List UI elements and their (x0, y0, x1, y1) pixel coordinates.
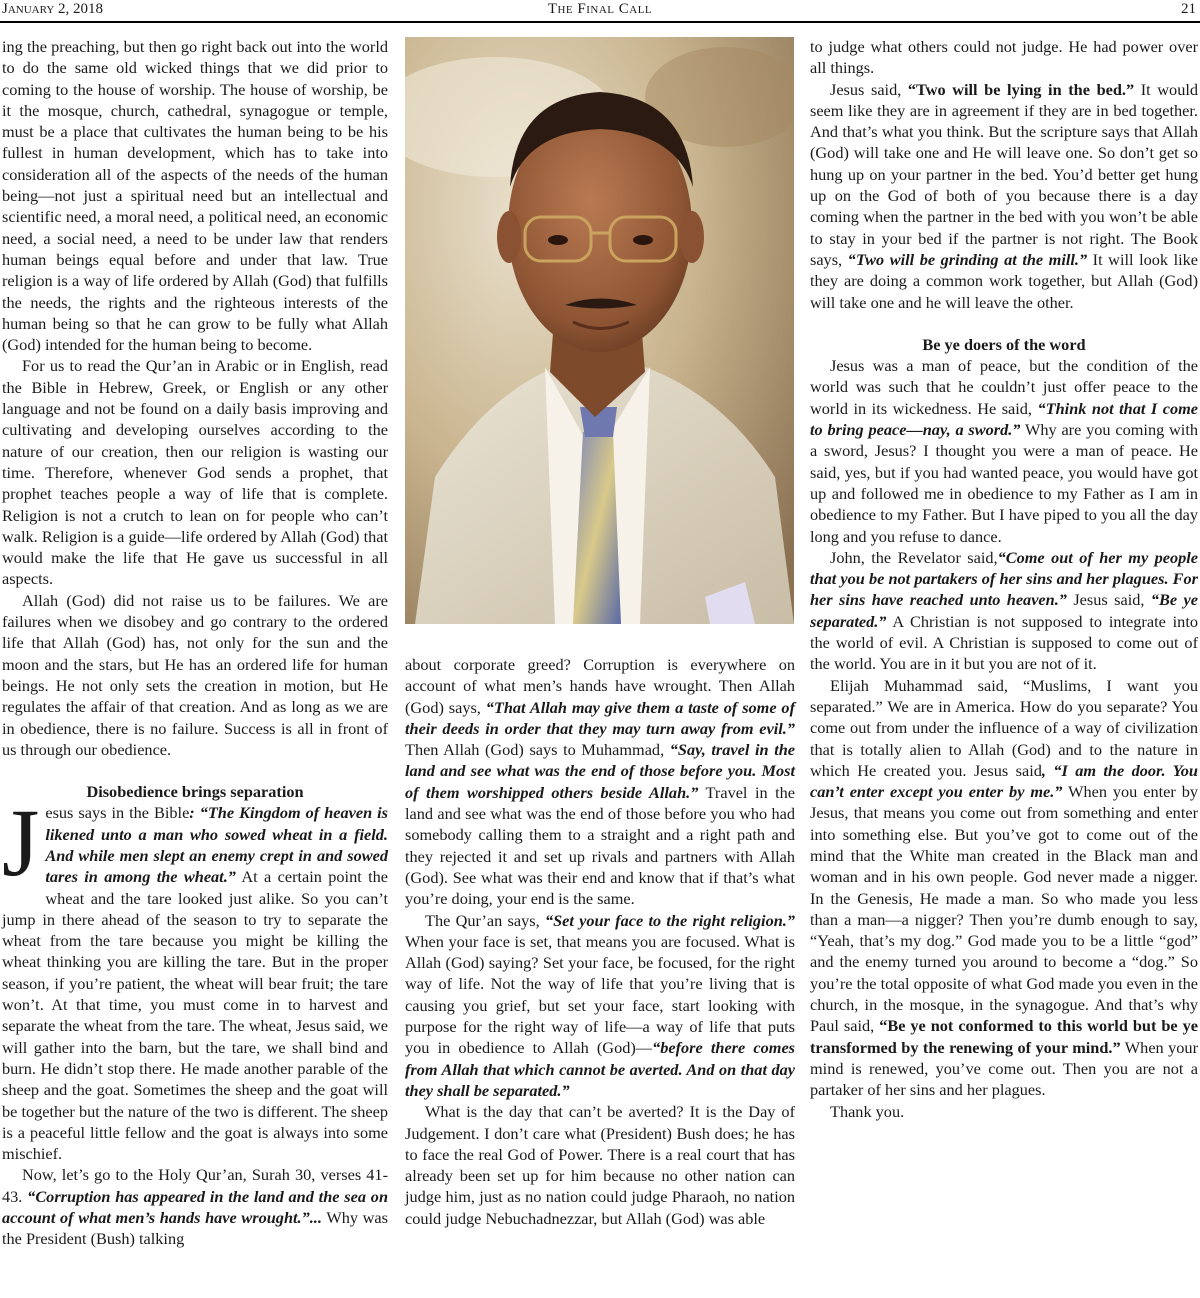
scripture-quote: : “The Kingdom of heaven is likened unto a man who sowed wheat in a field. And while men slept an enemy crept in and sowed tares in among the wheat.” (45, 803, 388, 887)
scripture-quote: “That Allah may give them a taste of some of their deeds in order that they may turn away from evil.” (405, 697, 795, 738)
page-number: 21 (1181, 1, 1196, 17)
scripture-quote: “Say, travel in the land and see what was the end of those before you. Most of them worshipped others beside Allah.” (405, 740, 795, 802)
page-header (0, 0, 1200, 23)
paragraph: Jesus was a man of peace, but the condition of the world was such that he couldn’t just offer peace to the world in its wickedness. He said, “Think not that I come to bring peace—nay, a sword.” Why are you coming with a sword, Jesus? I thought you were a man of peace. He said, yes, but if you had wanted peace, you would have got up and followed me in obedience to my Father as I am in obedience to my Father. But I have piped to you all the day long and you refuse to dance. (810, 356, 1199, 546)
article-column-2 (405, 654, 795, 1229)
drop-cap: J (2, 789, 40, 897)
paragraph: The Qur’an says, “Set your face to the right religion.” When your face is set, that means you are focused. What is Allah (God) saying? Set your face, be focused, for the right way of life. Not the way of life that you’re living that is causing you grief, but set your face, start looking with purpose for the right way of life—a way of life that puts you in obedience to Allah (God)—“before there comes from Allah that which cannot be averted. And on that day they shall be separated.” (405, 910, 796, 1100)
paragraph: Thank you. (830, 1101, 905, 1121)
scripture-quote: “Corruption has appeared in the land and the sea on account of what men’s hands have wrought.”... (2, 1186, 388, 1228)
scripture-quote: “Be ye separated.” (810, 590, 1198, 631)
paragraph: John, the Revelator said,“Come out of her my people that you be not partakers of her sins and her plagues. For her sins have reached unto heaven.” Jesus said, “Be ye separated.” A Christian is not supposed to integrate into the world of evil. A Christian is supposed to come out of the world. You are in it but you are not of it. (810, 547, 1198, 674)
scripture-quote: , “I am the door. You can’t enter except you enter by me.” (810, 760, 1198, 802)
article-column-1 (2, 36, 388, 1250)
paragraph: Jesus said, “Two will be lying in the bed.” It would seem like they are in agreement if they are in bed together. And that’s what you think. But the scripture says that Allah (God) will take one and He will leave one. So don’t get so hung up on your partner in the bed. You’d better get hung up on the God of both of you because there is a day coming when the partner in the bed with you won’t be able to stay in your bed if the partner is not right. The Book says, “Two will be grinding at the mill.” It will look like they are doing a common work together, but Allah (God) will take one and he will leave the other. (810, 79, 1199, 312)
paragraph: about corporate greed? Corruption is everywhere on account of what men’s hands have wrought. Then Allah (God) says, “That Allah may give them a taste of some of their deeds in order that they may turn away from evil.” Then Allah (God) says to Muhammad, “Say, travel in the land and see what was the end of those before you. Most of them worshipped others beside Allah.” Travel in the land and see what was the end of those before you who had somebody calling them to a straight and a right path and they rejected it and set up rivals and partners with Allah (God). See what was their end and know that if that’s what you’re doing, your end is the same. (405, 655, 796, 909)
scripture-quote: “before there comes from Allah that which cannot be averted. And on that day they shall be separated.” (405, 1038, 796, 1100)
publication-name: The Final Call (547, 1, 653, 17)
scripture-quote: “Two will be grinding at the mill.” (847, 249, 1088, 269)
scripture-quote: “Two will be lying in the bed.” (907, 79, 1135, 99)
paragraph: Now, let’s go to the Holy Qur’an, Surah 30, verses 41-43. “Corruption has appeared in the land and the sea on account of what men’s hands have wrought.”... Why was the President (Bush) talking (2, 1165, 388, 1249)
article-column-3 (810, 36, 1198, 1122)
section-subhead: Be ye doers of the word (922, 334, 1086, 354)
paragraph: For us to read the Qur’an in Arabic or in English, read the Bible in Hebrew, Greek, or English or any other language and not be found on a daily basis improving and cultivating and developing ourselves according to the nature of our creation, then our religion is wasting our time. Therefore, whenever God sends a prophet, that prophet teaches people a way of life that is complete. Religion is not a crutch to lean on for people who can’t walk. Religion is a guide—life ordered by Allah (God) that would make the life that He gave us successful in all aspects. (2, 356, 388, 589)
scripture-quote: “Be ye not conformed to this world but be ye transformed by the renewing of your mind.” (810, 1016, 1198, 1057)
section-subhead: Disobedience brings separation (86, 782, 304, 802)
paragraph: What is the day that can’t be averted? It is the Day of Judgement. I don’t care what (President) Bush does; he has to face the real God of Power. There is a real court that has already been set up for him because no other nation can judge him, just as no nation could judge Pharaoh, no nation could judge Nebuchadnezzar, but Allah (God) was able (405, 1102, 795, 1228)
issue-date: January 2, 2018 (2, 1, 104, 17)
paragraph: ing the preaching, but then go right back out into the world to do the same old wicked things that we did prior to coming to the house of worship. The house of worship, be it the mosque, church, cathedral, synagogue or temple, must be a place that cultivates the human being to be his fullest in human development, which has to take into consideration all of the aspects of the needs of the human being—not just a spiritual need but an intellectual and scientific need, a moral need, a political need, an economic need, a social need, a need to be under law that renders human beings equal before and under that law. True religion is a way of life ordered by Allah (God) that fulfills the needs, the rights and the righteous interests of the human being so that he can grow to be fully what Allah (God) intended for the human being to become. (2, 37, 388, 355)
scripture-quote: “Set your face to the right religion.” (544, 910, 795, 930)
paragraph: to judge what others could not judge. He had power over all things. (810, 37, 1198, 78)
paragraph: Allah (God) did not raise us to be failures. We are failures when we disobey and go contrary to the ordered life that Allah (God) has, not only for the sun and the moon and the stars, but He has an ordered life for human beings. He not only sets the creation in motion, but He regulates the affair of that creation. And as long as we are in obedience, there is no failure. Success is all in front of us through our obedience. (2, 590, 388, 759)
scripture-quote: “Think not that I come to bring peace—nay, a sword.” (810, 398, 1199, 440)
portrait-photo-image (405, 37, 794, 624)
portrait-photo (405, 37, 794, 624)
paragraph: Elijah Muhammad said, “Muslims, I want you separated.” We are in America. How do you separate? You come out from under the influence of a way of civilization that is totally alien to Allah (God) and to the nature in which He created you. Jesus said, “I am the door. You can’t enter except you enter by me.” When you enter by Jesus, that means you come out from something and enter into something else. But you’ve got to come out of the mind that the White man created in the Black man and woman and in his own people. God never made a nigger. In the Genesis, He made a man. So who made you less than a man—a nigger? Then you’re dumb enough to say, “Yeah, that’s my dog.” God made you to be a little “god” and the enemy turned you around to become a “dog.” So you’re the total opposite of what God made you even in the church, in the mosque, in the synagogue. And that’s why Paul said, “Be ye not conformed to this world but be ye transformed by the renewing of your mind.” When your mind is renewed, you’ve come out. Then you are not a partaker of her sins and her plagues. (810, 675, 1198, 1100)
scripture-quote: “Come out of her my people that you be not partakers of her sins and her plagues. For her sins have reached unto heaven.” (810, 547, 1198, 610)
paragraph: Jesus says in the Bible: “The Kingdom of heaven is likened unto a man who sowed wheat in a field. And while men slept an enemy crept in and sowed tares in among the wheat.” At a certain point the wheat and the tare looked just alike. So you can’t jump in there ahead of the season to try to separate the wheat from the tare because you might be killing the wheat thinking you are killing the tare. But in the proper season, if you’re patient, the wheat will bear fruit; the tare won’t. At that time, you must come in to harvest and separate the wheat from the tare. The wheat, Jesus said, we will gather into the barn, but the tare, we shall bind and burn. He didn’t stop there. He made another parable of the sheep and the goat. Sometimes the sheep and the goat will be together but the nature of the two is different. The sheep is a peaceful little fellow and the goat is always into some mischief. (2, 789, 388, 1164)
